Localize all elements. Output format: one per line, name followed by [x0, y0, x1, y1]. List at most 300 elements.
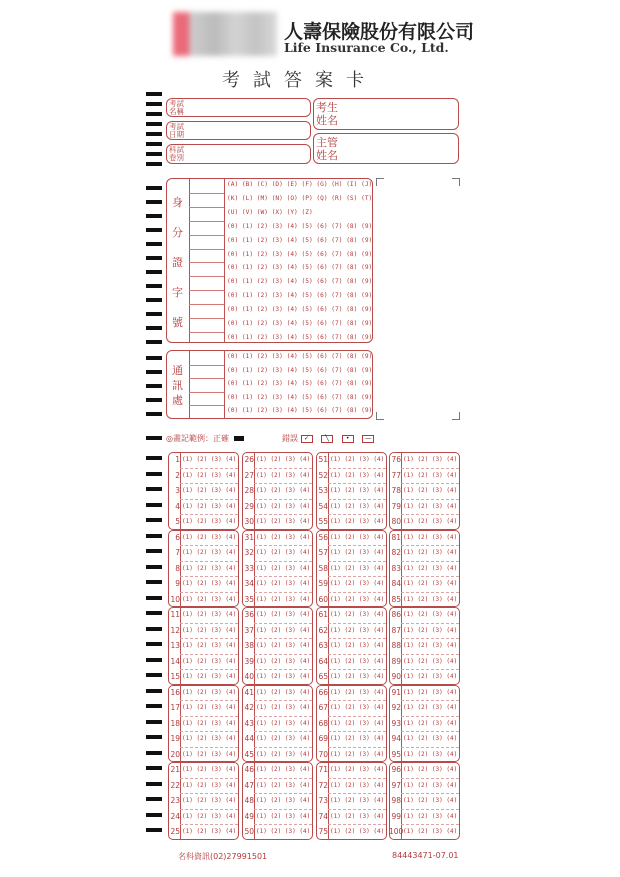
answer-options[interactable]: (1) (2) (3) (4) — [403, 657, 458, 665]
timing-mark — [146, 312, 162, 316]
answer-options[interactable]: (1) (2) (3) (4) — [182, 518, 237, 525]
answer-options[interactable]: (1) (2) (3) (4) — [256, 719, 311, 727]
timing-mark — [146, 472, 162, 476]
answer-options[interactable]: (1) (2) (3) (4) — [403, 781, 458, 789]
question-number: 46 — [244, 765, 254, 774]
line-mark-icon: ― — [362, 435, 374, 443]
question-number: 25 — [170, 827, 180, 836]
question-number: 82 — [391, 548, 401, 557]
question-number: 75 — [318, 827, 328, 836]
answer-options[interactable]: (1) (2) (3) (4) — [256, 673, 311, 680]
question-number: 76 — [391, 455, 401, 464]
timing-mark — [146, 398, 162, 402]
answer-options[interactable]: (1) (2) (3) (4) — [330, 642, 385, 649]
card-title: 考試答案卡 — [222, 70, 377, 91]
question-number: 79 — [391, 501, 401, 511]
timing-mark — [146, 186, 162, 190]
question-number: 78 — [391, 486, 401, 495]
timing-mark — [146, 298, 162, 302]
timing-mark — [146, 242, 162, 246]
question-number: 30 — [244, 517, 254, 526]
marking-correct-label: 正確 — [212, 434, 229, 443]
question-number: 33 — [244, 563, 254, 573]
company-name-zh: 人壽保險股份有限公司 — [284, 21, 475, 43]
answer-options[interactable]: (1) (2) (3) (4) — [403, 456, 458, 463]
id-label-char: 身 — [172, 196, 183, 209]
check-mark-icon: ✓ — [301, 435, 313, 443]
question-number: 63 — [318, 641, 328, 650]
candidate-name-field[interactable] — [313, 98, 459, 130]
timing-mark — [146, 456, 162, 460]
question-number: 58 — [318, 563, 328, 573]
answer-options[interactable]: (1) (2) (3) (4) — [403, 828, 458, 835]
answer-options[interactable]: (1) (2) (3) (4) — [330, 812, 385, 820]
question-number: 95 — [391, 749, 401, 759]
supervisor-name-label: 主管姓名 — [316, 136, 338, 162]
office-bubble-row[interactable]: (0) (1) (2) (3) (4) (5) (6) (7) (8) (9) — [227, 380, 373, 388]
question-number: 5 — [175, 517, 180, 526]
answer-options[interactable]: (1) (2) (3) (4) — [256, 564, 311, 572]
supervisor-name-field[interactable] — [313, 133, 459, 164]
exam-type-label: 科試卷別 — [169, 145, 184, 162]
question-number: 44 — [244, 734, 254, 743]
timing-mark — [146, 565, 162, 569]
answer-options[interactable]: (1) (2) (3) (4) — [182, 719, 237, 727]
answer-options[interactable]: (1) (2) (3) (4) — [256, 735, 311, 742]
answer-options[interactable]: (1) (2) (3) (4) — [182, 688, 237, 696]
timing-mark — [146, 751, 162, 755]
answer-options[interactable]: (1) (2) (3) (4) — [403, 549, 458, 556]
question-number: 73 — [318, 796, 328, 805]
answer-options[interactable]: (1) (2) (3) (4) — [330, 456, 385, 463]
timing-mark — [146, 228, 162, 232]
question-number: 24 — [170, 811, 180, 821]
marking-example — [166, 433, 244, 444]
question-number: 42 — [244, 703, 254, 712]
answer-options[interactable]: (1) (2) (3) (4) — [256, 781, 311, 789]
answer-options[interactable]: (1) (2) (3) (4) — [403, 533, 458, 541]
id-bubble-row[interactable]: (A) (B) (C) (D) (E) (F) (G) (H) (I) (J) — [227, 181, 373, 188]
correct-mark-icon — [234, 436, 244, 441]
question-number: 8 — [175, 563, 180, 573]
answer-options[interactable]: (1) (2) (3) (4) — [330, 766, 385, 773]
question-number: 49 — [244, 811, 254, 821]
company-logo-blurred — [173, 12, 277, 56]
question-number: 70 — [318, 749, 328, 759]
question-number: 9 — [175, 579, 180, 588]
question-number: 84 — [391, 579, 401, 588]
timing-mark — [146, 142, 162, 146]
id-bubble-row[interactable]: (0) (1) (2) (3) (4) (5) (6) (7) (8) (9) — [227, 222, 373, 230]
answer-options[interactable]: (1) (2) (3) (4) — [403, 688, 458, 696]
answer-options[interactable]: (1) (2) (3) (4) — [403, 642, 458, 649]
answer-options[interactable]: (1) (2) (3) (4) — [403, 471, 458, 479]
office-label-char: 通 — [172, 364, 183, 377]
marking-wrong — [282, 433, 374, 444]
question-number: 15 — [170, 672, 180, 681]
question-number: 11 — [170, 610, 180, 619]
id-bubble-row[interactable]: (0) (1) (2) (3) (4) (5) (6) (7) (8) (9) — [227, 278, 373, 286]
answer-options[interactable]: (1) (2) (3) (4) — [182, 797, 237, 804]
answer-options[interactable]: (1) (2) (3) (4) — [403, 502, 458, 510]
answer-options[interactable]: (1) (2) (3) (4) — [403, 626, 458, 634]
answer-options[interactable]: (1) (2) (3) (4) — [256, 797, 311, 804]
answer-options[interactable]: (1) (2) (3) (4) — [330, 719, 385, 727]
question-number: 41 — [244, 687, 254, 697]
question-number: 98 — [391, 796, 401, 805]
footer-left: 名科資訊(02)27991501 — [178, 852, 268, 861]
answer-options[interactable]: (1) (2) (3) (4) — [182, 673, 237, 680]
question-number: 83 — [391, 563, 401, 573]
question-number: 35 — [244, 594, 254, 604]
question-number: 50 — [244, 827, 254, 836]
timing-mark — [146, 200, 162, 204]
answer-options[interactable]: (1) (2) (3) (4) — [182, 812, 237, 820]
timing-mark — [146, 326, 162, 330]
answer-options[interactable]: (1) (2) (3) (4) — [256, 750, 311, 758]
question-number: 89 — [391, 656, 401, 666]
question-number: 80 — [391, 517, 401, 526]
question-number: 72 — [318, 780, 328, 790]
question-number: 3 — [175, 486, 180, 495]
slash-mark-icon: ╲ — [321, 435, 333, 443]
timing-mark — [146, 720, 162, 724]
answer-options[interactable]: (1) (2) (3) (4) — [182, 471, 237, 479]
question-number: 40 — [244, 672, 254, 681]
question-number: 71 — [318, 765, 328, 774]
question-number: 61 — [318, 610, 328, 619]
timing-mark — [146, 162, 162, 166]
id-bubble-row[interactable]: (0) (1) (2) (3) (4) (5) (6) (7) (8) (9) — [227, 333, 373, 341]
question-number: 10 — [170, 594, 180, 604]
answer-options[interactable]: (1) (2) (3) (4) — [330, 673, 385, 680]
id-bubble-row[interactable]: (K) (L) (M) (N) (O) (P) (Q) (R) (S) (T) — [227, 194, 373, 202]
answer-options[interactable]: (1) (2) (3) (4) — [182, 828, 237, 835]
timing-mark — [146, 284, 162, 288]
answer-options[interactable]: (1) (2) (3) (4) — [182, 595, 237, 603]
question-number: 99 — [391, 811, 401, 821]
question-number: 26 — [244, 455, 254, 464]
answer-options[interactable]: (1) (2) (3) (4) — [256, 580, 311, 587]
answer-options[interactable]: (1) (2) (3) (4) — [330, 750, 385, 758]
timing-mark — [146, 384, 162, 388]
id-bubble-row[interactable]: (0) (1) (2) (3) (4) (5) (6) (7) (8) (9) — [227, 236, 373, 244]
question-number: 13 — [170, 641, 180, 650]
question-number: 29 — [244, 501, 254, 511]
question-number: 97 — [391, 780, 401, 790]
answer-options[interactable]: (1) (2) (3) (4) — [403, 704, 458, 711]
answer-options[interactable]: (1) (2) (3) (4) — [256, 704, 311, 711]
timing-mark — [146, 256, 162, 260]
marking-example-label: ◎畫記範例： — [166, 434, 213, 443]
timing-mark — [146, 596, 162, 600]
answer-options[interactable]: (1) (2) (3) (4) — [182, 626, 237, 634]
answer-options[interactable]: (1) (2) (3) (4) — [330, 502, 385, 510]
answer-options[interactable]: (1) (2) (3) (4) — [403, 580, 458, 587]
answer-options[interactable]: (1) (2) (3) (4) — [256, 812, 311, 820]
question-number: 64 — [318, 656, 328, 666]
id-bubble-row[interactable]: (0) (1) (2) (3) (4) (5) (6) (7) (8) (9) — [227, 264, 373, 272]
exam-name-label: 考試名稱 — [169, 99, 184, 116]
timing-mark — [146, 797, 162, 801]
question-number: 31 — [244, 532, 254, 542]
question-number: 66 — [318, 687, 328, 697]
office-bubble-row[interactable]: (0) (1) (2) (3) (4) (5) (6) (7) (8) (9) — [227, 393, 373, 401]
answer-options[interactable]: (1) (2) (3) (4) — [182, 735, 237, 742]
question-number: 32 — [244, 548, 254, 557]
answer-options[interactable]: (1) (2) (3) (4) — [403, 766, 458, 773]
answer-options[interactable]: (1) (2) (3) (4) — [403, 611, 458, 618]
question-number: 19 — [170, 734, 180, 743]
timing-mark — [146, 689, 162, 693]
question-number: 93 — [391, 718, 401, 728]
answer-options[interactable]: (1) (2) (3) (4) — [256, 828, 311, 835]
answer-options[interactable]: (1) (2) (3) (4) — [256, 595, 311, 603]
question-number: 68 — [318, 718, 328, 728]
answer-options[interactable]: (1) (2) (3) (4) — [182, 549, 237, 556]
question-number: 74 — [318, 811, 328, 821]
answer-options[interactable]: (1) (2) (3) (4) — [330, 735, 385, 742]
answer-options[interactable]: (1) (2) (3) (4) — [182, 704, 237, 711]
answer-options[interactable]: (1) (2) (3) (4) — [182, 487, 237, 494]
corner-mark-tr — [452, 178, 460, 186]
timing-mark — [146, 611, 162, 615]
timing-mark — [146, 214, 162, 218]
answer-options[interactable]: (1) (2) (3) (4) — [330, 533, 385, 541]
answer-options[interactable]: (1) (2) (3) (4) — [330, 657, 385, 665]
timing-mark — [146, 735, 162, 739]
question-number: 90 — [391, 672, 401, 681]
question-number: 27 — [244, 470, 254, 480]
timing-mark — [146, 828, 162, 832]
question-number: 67 — [318, 703, 328, 712]
timing-mark — [146, 102, 162, 106]
question-number: 91 — [391, 687, 401, 697]
answer-options[interactable]: (1) (2) (3) (4) — [403, 487, 458, 494]
answer-options[interactable]: (1) (2) (3) (4) — [182, 766, 237, 773]
question-number: 60 — [318, 594, 328, 604]
question-number: 47 — [244, 780, 254, 790]
corner-mark-bl — [376, 412, 384, 420]
exam-type-field[interactable] — [166, 144, 311, 164]
question-number: 59 — [318, 579, 328, 588]
question-number: 21 — [170, 765, 180, 774]
question-number: 2 — [175, 470, 180, 480]
question-number: 48 — [244, 796, 254, 805]
answer-options[interactable]: (1) (2) (3) (4) — [330, 487, 385, 494]
timing-mark — [146, 270, 162, 274]
marking-wrong-label: 錯誤 — [282, 434, 298, 443]
question-number: 39 — [244, 656, 254, 666]
answer-options[interactable]: (1) (2) (3) (4) — [330, 611, 385, 618]
timing-mark — [146, 580, 162, 584]
timing-mark — [146, 370, 162, 374]
question-number: 37 — [244, 625, 254, 635]
question-number: 65 — [318, 672, 328, 681]
answer-options[interactable]: (1) (2) (3) (4) — [182, 611, 237, 618]
answer-options[interactable]: (1) (2) (3) (4) — [403, 595, 458, 603]
answer-options[interactable]: (1) (2) (3) (4) — [256, 642, 311, 649]
dot-mark-icon: • — [342, 435, 354, 443]
answer-options[interactable]: (1) (2) (3) (4) — [403, 673, 458, 680]
answer-options[interactable]: (1) (2) (3) (4) — [403, 719, 458, 727]
id-label-char: 證 — [172, 256, 183, 269]
id-bubble-row[interactable]: (U) (V) (W) (X) (Y) (Z) — [227, 208, 313, 216]
timing-mark — [146, 436, 162, 440]
question-number: 86 — [391, 610, 401, 619]
answer-options[interactable]: (1) (2) (3) (4) — [182, 456, 237, 463]
answer-options[interactable]: (1) (2) (3) (4) — [256, 502, 311, 510]
answer-options[interactable]: (1) (2) (3) (4) — [403, 735, 458, 742]
answer-options[interactable]: (1) (2) (3) (4) — [403, 564, 458, 572]
answer-options[interactable]: (1) (2) (3) (4) — [330, 797, 385, 804]
exam-name-field[interactable] — [166, 98, 311, 117]
answer-options[interactable]: (1) (2) (3) (4) — [182, 580, 237, 587]
id-label-char: 分 — [172, 226, 183, 239]
answer-options[interactable]: (1) (2) (3) (4) — [330, 828, 385, 835]
answer-options[interactable]: (1) (2) (3) (4) — [256, 549, 311, 556]
answer-options[interactable]: (1) (2) (3) (4) — [330, 549, 385, 556]
question-number: 56 — [318, 532, 328, 542]
answer-options[interactable]: (1) (2) (3) (4) — [256, 657, 311, 665]
timing-mark — [146, 813, 162, 817]
answer-options[interactable]: (1) (2) (3) (4) — [330, 564, 385, 572]
question-number: 17 — [170, 703, 180, 712]
question-number: 69 — [318, 734, 328, 743]
answer-options[interactable]: (1) (2) (3) (4) — [330, 688, 385, 696]
id-label-char: 號 — [172, 316, 183, 329]
question-number: 94 — [391, 734, 401, 743]
answer-options[interactable]: (1) (2) (3) (4) — [403, 518, 458, 525]
question-number: 22 — [170, 780, 180, 790]
answer-options[interactable]: (1) (2) (3) (4) — [256, 487, 311, 494]
answer-options[interactable]: (1) (2) (3) (4) — [182, 657, 237, 665]
answer-options[interactable]: (1) (2) (3) (4) — [330, 595, 385, 603]
question-number: 81 — [391, 532, 401, 542]
timing-mark — [146, 112, 162, 116]
question-number: 23 — [170, 796, 180, 805]
question-number: 1 — [175, 455, 180, 464]
id-bubble-row[interactable]: (0) (1) (2) (3) (4) (5) (6) (7) (8) (9) — [227, 306, 373, 314]
question-number: 4 — [175, 501, 180, 511]
office-bubble-row[interactable]: (0) (1) (2) (3) (4) (5) (6) (7) (8) (9) — [227, 366, 373, 374]
office-label-char: 處 — [172, 394, 183, 407]
answer-options[interactable]: (1) (2) (3) (4) — [182, 642, 237, 649]
question-number: 12 — [170, 625, 180, 635]
corner-mark-tl — [376, 178, 384, 186]
question-number: 55 — [318, 517, 328, 526]
timing-mark — [146, 704, 162, 708]
answer-options[interactable]: (1) (2) (3) (4) — [256, 766, 311, 773]
answer-options[interactable]: (1) (2) (3) (4) — [403, 812, 458, 820]
id-bubble-row[interactable]: (0) (1) (2) (3) (4) (5) (6) (7) (8) (9) — [227, 250, 373, 258]
question-number: 52 — [318, 470, 328, 480]
timing-mark — [146, 534, 162, 538]
answer-options[interactable]: (1) (2) (3) (4) — [182, 502, 237, 510]
question-number: 100 — [389, 827, 404, 836]
answer-options[interactable]: (1) (2) (3) (4) — [256, 471, 311, 479]
timing-mark — [146, 627, 162, 631]
question-number: 34 — [244, 579, 254, 588]
timing-mark — [146, 673, 162, 677]
answer-options[interactable]: (1) (2) (3) (4) — [403, 797, 458, 804]
timing-mark — [146, 487, 162, 491]
candidate-name-label: 考生姓名 — [316, 101, 338, 127]
office-bubble-row[interactable]: (0) (1) (2) (3) (4) (5) (6) (7) (8) (9) — [227, 353, 373, 360]
question-number: 43 — [244, 718, 254, 728]
company-name-en: Life Insurance Co., Ltd. — [284, 40, 449, 55]
id-bubble-row[interactable]: (0) (1) (2) (3) (4) (5) (6) (7) (8) (9) — [227, 320, 373, 327]
question-number: 77 — [391, 470, 401, 480]
question-number: 20 — [170, 749, 180, 759]
question-number: 85 — [391, 594, 401, 604]
office-label-char: 訊 — [172, 379, 183, 392]
timing-mark — [146, 658, 162, 662]
timing-mark — [146, 132, 162, 136]
answer-options[interactable]: (1) (2) (3) (4) — [182, 533, 237, 541]
question-number: 51 — [318, 455, 328, 464]
answer-options[interactable]: (1) (2) (3) (4) — [182, 750, 237, 758]
office-bubble-row[interactable]: (0) (1) (2) (3) (4) (5) (6) (7) (8) (9) — [227, 407, 373, 415]
question-number: 18 — [170, 718, 180, 728]
timing-mark — [146, 642, 162, 646]
answer-options[interactable]: (1) (2) (3) (4) — [330, 471, 385, 479]
answer-options[interactable]: (1) (2) (3) (4) — [330, 704, 385, 711]
answer-options[interactable]: (1) (2) (3) (4) — [403, 750, 458, 758]
timing-mark — [146, 549, 162, 553]
answer-options[interactable]: (1) (2) (3) (4) — [256, 533, 311, 541]
answer-options[interactable]: (1) (2) (3) (4) — [256, 518, 311, 525]
question-number: 53 — [318, 486, 328, 495]
question-number: 28 — [244, 486, 254, 495]
answer-options[interactable]: (1) (2) (3) (4) — [330, 626, 385, 634]
answer-options[interactable]: (1) (2) (3) (4) — [330, 580, 385, 587]
question-number: 96 — [391, 765, 401, 774]
question-number: 16 — [170, 687, 180, 697]
answer-options[interactable]: (1) (2) (3) (4) — [256, 456, 311, 463]
timing-mark — [146, 518, 162, 522]
timing-mark — [146, 782, 162, 786]
question-number: 87 — [391, 625, 401, 635]
answer-options[interactable]: (1) (2) (3) (4) — [256, 688, 311, 696]
answer-options[interactable]: (1) (2) (3) (4) — [330, 518, 385, 525]
footer-right: 84443471-07.01 — [392, 851, 459, 860]
id-bubble-row[interactable]: (0) (1) (2) (3) (4) (5) (6) (7) (8) (9) — [227, 292, 373, 300]
answer-options[interactable]: (1) (2) (3) (4) — [182, 564, 237, 572]
exam-date-label: 考試日期 — [169, 122, 184, 139]
question-number: 14 — [170, 656, 180, 666]
timing-mark — [146, 356, 162, 360]
timing-mark — [146, 92, 162, 96]
timing-mark — [146, 412, 162, 416]
question-number: 6 — [175, 532, 180, 542]
timing-mark — [146, 503, 162, 507]
timing-mark — [146, 766, 162, 770]
question-number: 45 — [244, 749, 254, 759]
question-number: 88 — [391, 641, 401, 650]
corner-mark-br — [452, 412, 460, 420]
question-number: 54 — [318, 501, 328, 511]
answer-options[interactable]: (1) (2) (3) (4) — [330, 781, 385, 789]
answer-options[interactable]: (1) (2) (3) (4) — [256, 611, 311, 618]
timing-mark — [146, 152, 162, 156]
exam-date-field[interactable] — [166, 121, 311, 140]
question-number: 38 — [244, 641, 254, 650]
answer-options[interactable]: (1) (2) (3) (4) — [256, 626, 311, 634]
question-number: 36 — [244, 610, 254, 619]
question-number: 57 — [318, 548, 328, 557]
answer-options[interactable]: (1) (2) (3) (4) — [182, 781, 237, 789]
